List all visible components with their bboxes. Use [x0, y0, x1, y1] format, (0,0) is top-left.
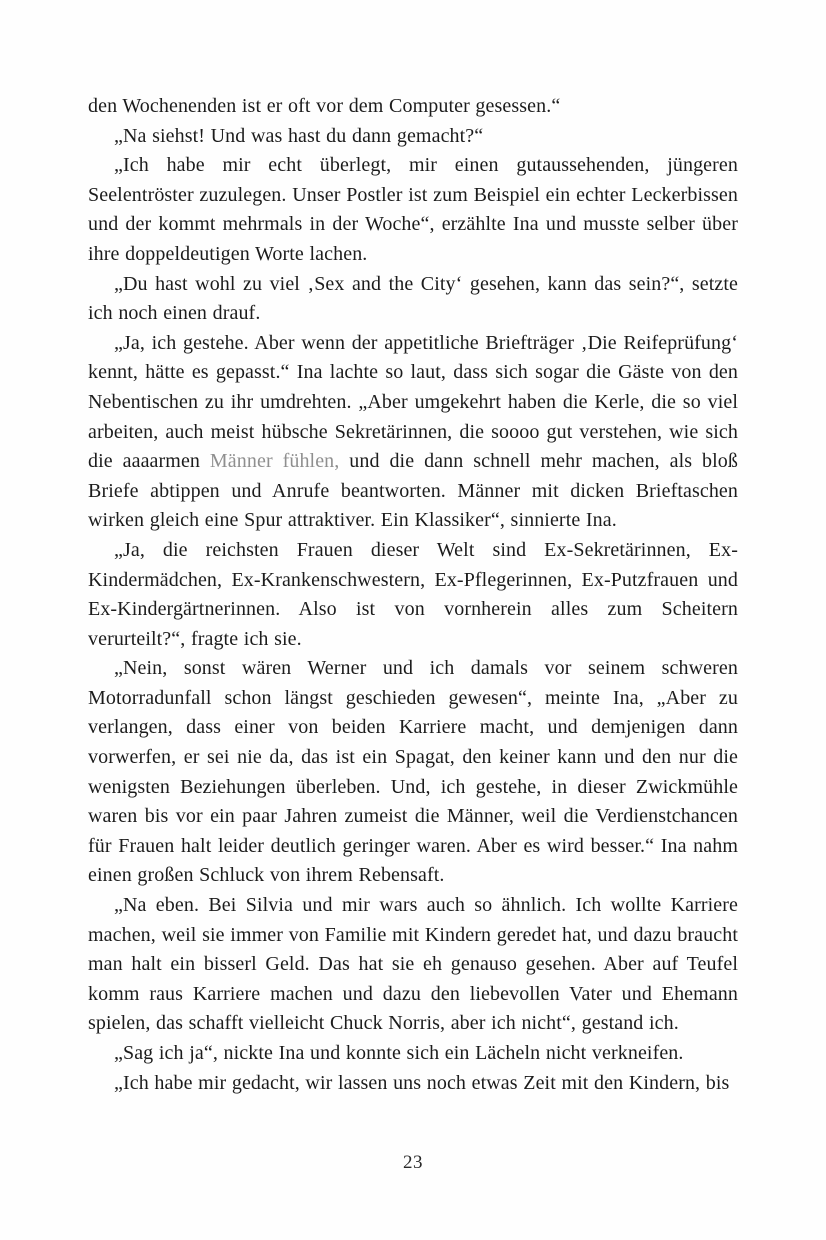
- paragraph: [88, 654, 738, 891]
- paragraph-text: „Ja, die reichsten Frauen dieser Welt sind Ex-Sekretärinnen, Ex-Kindermädchen, Ex-Krankenschwestern, Ex-Pflegerinnen, Ex-Putzfrauen und Ex-Kindergärtnerinnen. Also ist von vornherein alles zum Scheitern verurteilt?“, fragte ich sie.: [88, 538, 738, 650]
- paragraph-text: „Ich habe mir echt überlegt, mir einen gutaussehenden, jüngeren Seelentröster zuzulegen. Unser Postler ist zum Beispiel ein echter Leckerbissen und der kommt mehrmals in der Woche“, erzählte Ina und musste selber über ihre doppeldeutigen Worte lachen.: [88, 154, 738, 265]
- paragraph-text: „Du hast wohl zu viel ‚Sex and the City‘ gesehen, kann das sein?“, setzte ich noch einen drauf.: [88, 272, 738, 325]
- paragraph-text: und die dann schnell mehr machen, als bloß Briefe abtippen und Anrufe beantworten. Männer mit dicken Brieftaschen wirken gleich eine Spur attraktiver. Ein Klassiker“, sinnierte Ina.: [88, 450, 738, 532]
- page-number: 23: [403, 1152, 423, 1173]
- paragraph: [88, 891, 738, 1039]
- paragraph: [88, 270, 738, 329]
- paragraph-text: „Ja, ich gestehe. Aber wenn der appetitliche Briefträger ‚Die Reifeprüfung‘ kennt, hätte es gepasst.“ Ina lachte so laut, dass sich sogar die Gäste von den Nebentischen zu ihr umdrehten. „Aber umgekehrt haben die Kerle, die so viel arbeiten, auch meist hübsche Sekretärinnen, die soooo gut verstehen, wie sich die aaaarmen: [88, 331, 738, 473]
- paragraph: [88, 329, 738, 536]
- muted-text: Männer fühlen,: [209, 450, 340, 473]
- paragraph-text: den Wochenenden ist er oft vor dem Computer gesessen.“: [88, 95, 561, 117]
- paragraph-text: „Na eben. Bei Silvia und mir wars auch so ähnlich. Ich wollte Karriere machen, weil sie immer von Familie mit Kindern geredet hat, und dazu braucht man halt ein bisserl Geld. Das hat sie eh genauso gesehen. Aber auf Teufel komm raus Karriere machen und dazu den liebevollen Vater und Ehemann spielen, das schafft vielleicht Chuck Norris, aber ich nicht“, gestand ich.: [88, 894, 738, 1035]
- paragraph: [88, 1069, 738, 1099]
- paragraph: [88, 1039, 738, 1069]
- paragraph: [88, 536, 738, 654]
- text-block: [88, 92, 738, 1098]
- paragraph-text: „Nein, sonst wären Werner und ich damals vor seinem schweren Motorradunfall schon längst geschieden gewesen“, meinte Ina, „Aber zu verlangen, dass einer von beiden Karriere macht, und demjenigen dann vorwerfen, er sei nie da, das ist ein Spagat, den keiner kann und den nur die wenigsten Beziehungen überleben. Und, ich gestehe, in dieser Zwickmühle waren bis vor ein paar Jahren zumeist die Männer, weil die Verdienstchancen für Frauen halt leider deutlich geringer waren. Aber es wird besser.“ Ina nahm einen großen Schluck von ihrem Rebensaft.: [88, 657, 738, 887]
- paragraph-text: „Na siehst! Und was hast du dann gemacht?“: [114, 124, 484, 147]
- paragraph: [88, 151, 738, 269]
- paragraph: [88, 92, 738, 122]
- paragraph-text: „Ich habe mir gedacht, wir lassen uns noch etwas Zeit mit den Kindern, bis: [114, 1071, 730, 1094]
- paragraph: [88, 122, 738, 152]
- paragraph-text: „Sag ich ja“, nickte Ina und konnte sich ein Lächeln nicht verkneifen.: [114, 1042, 684, 1064]
